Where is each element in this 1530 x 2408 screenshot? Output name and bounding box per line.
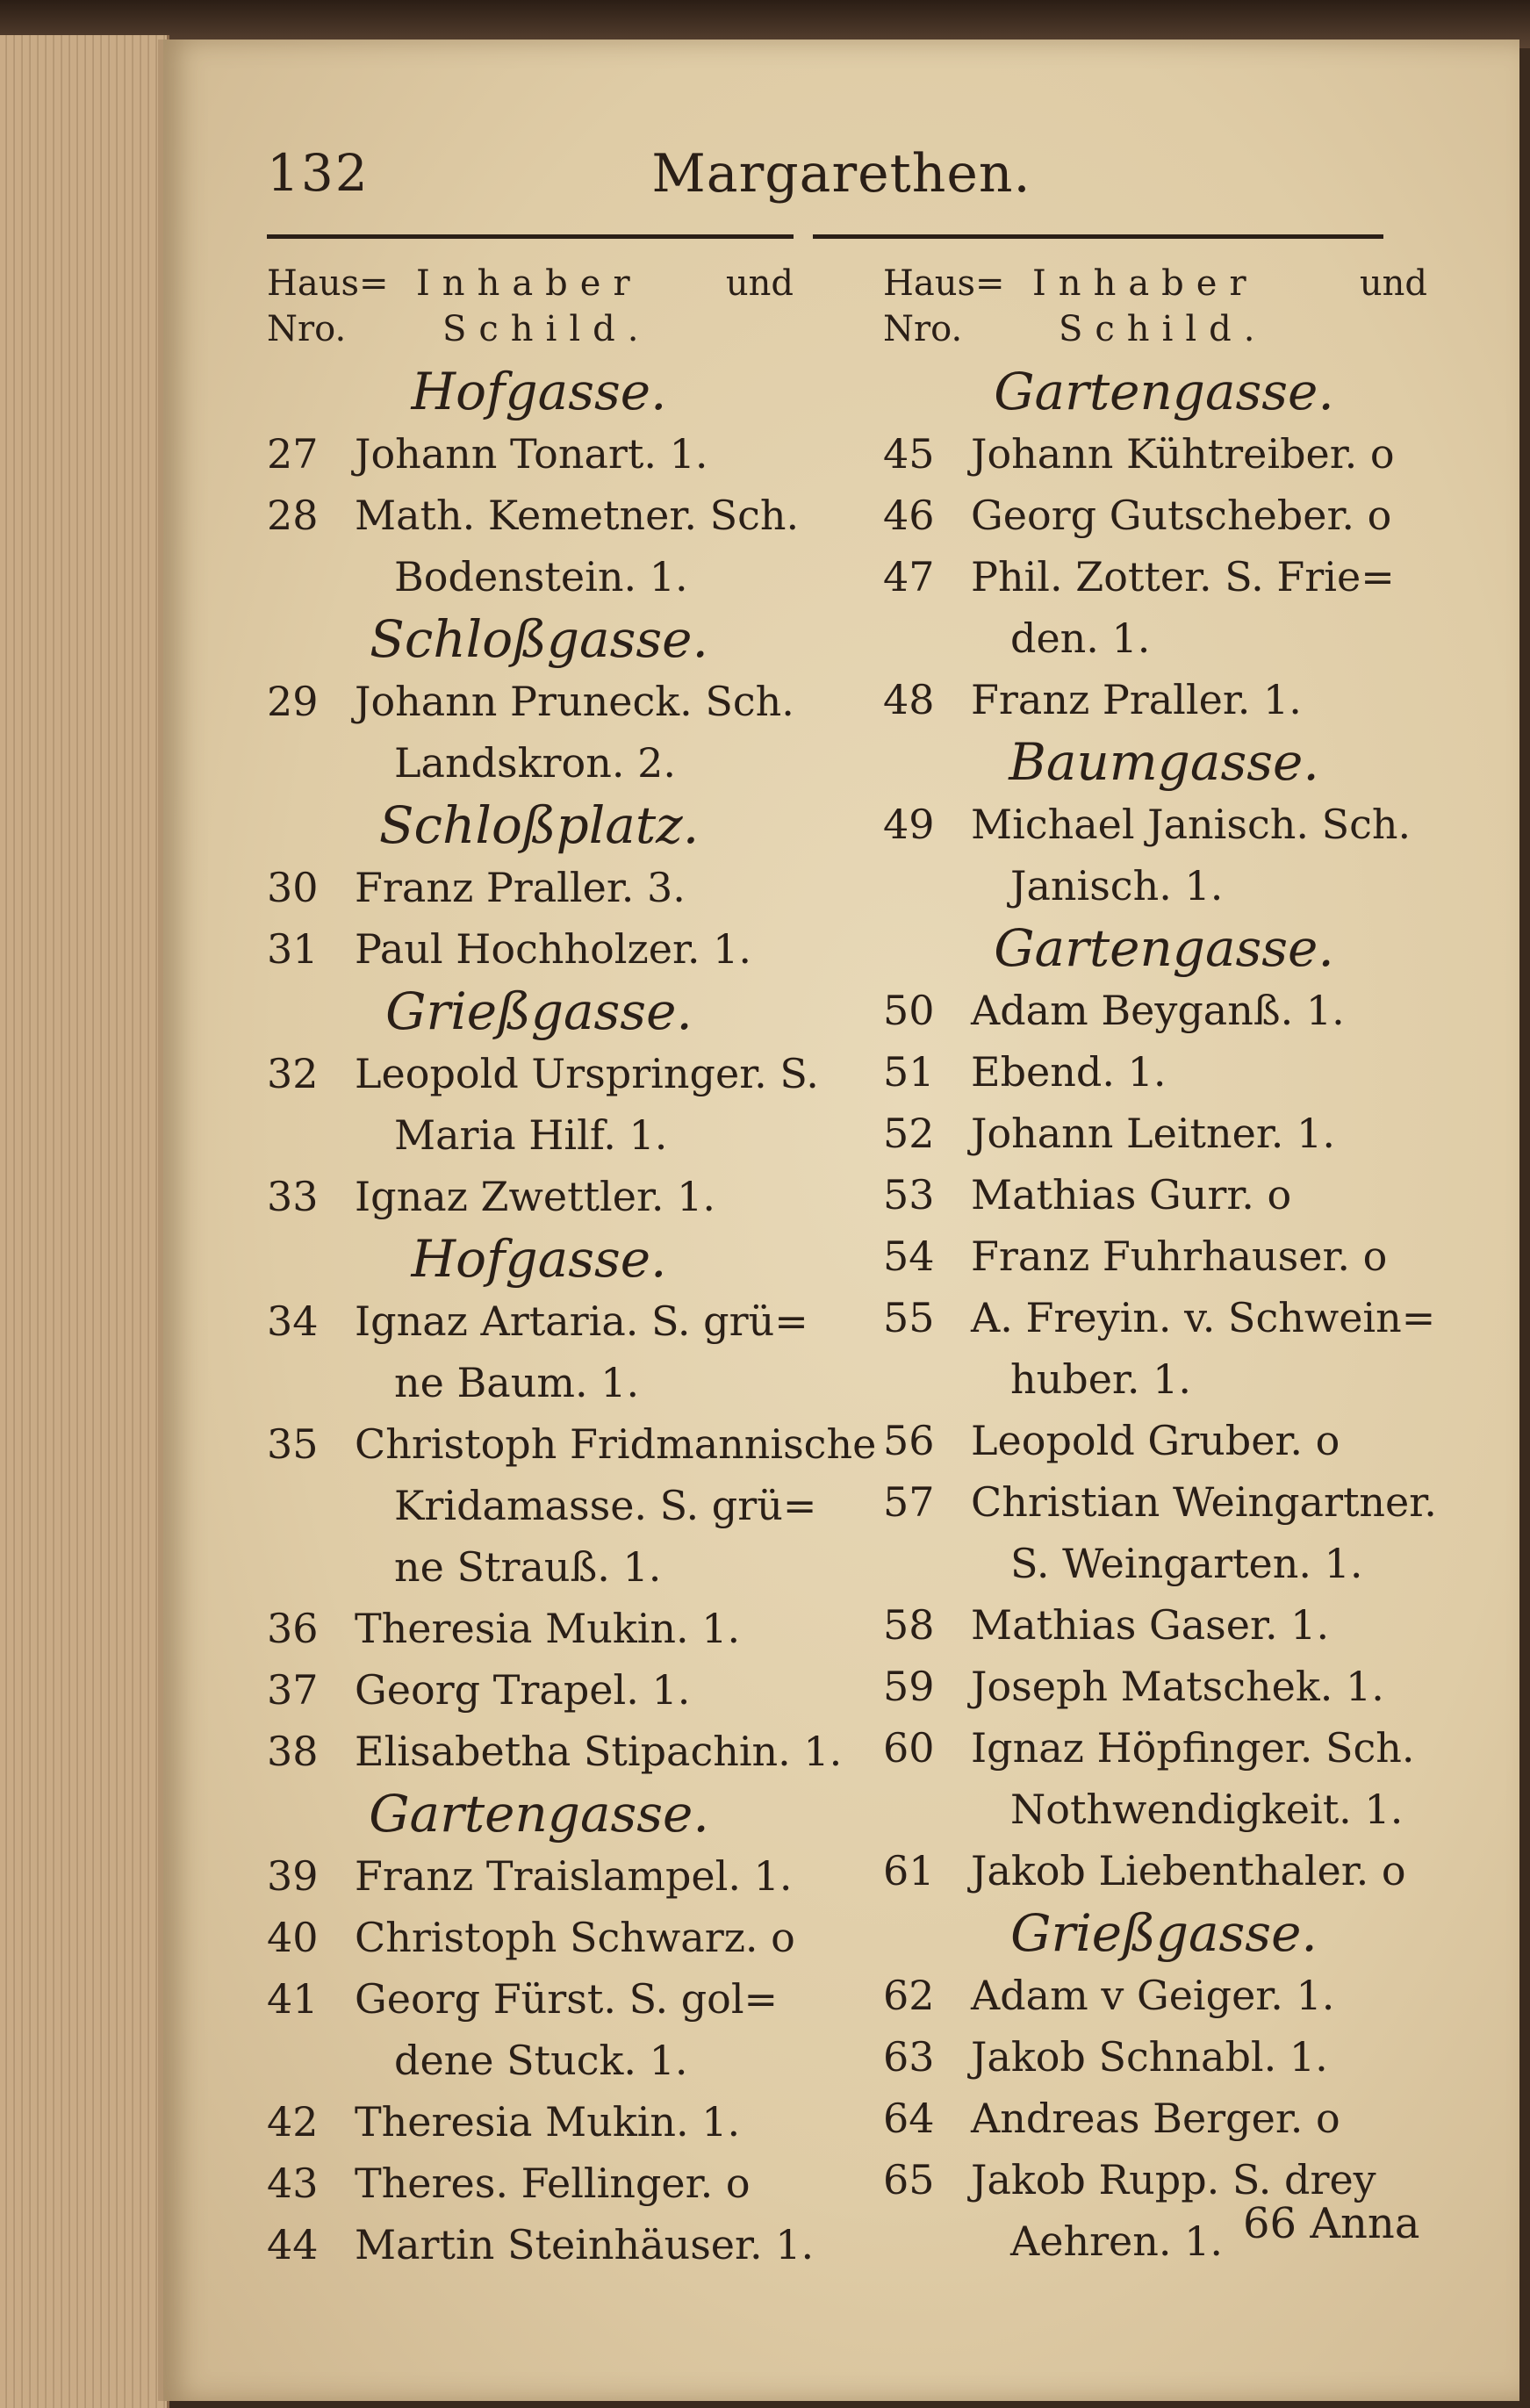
entry-continuation <box>883 607 1445 669</box>
house-entry <box>267 1721 843 1782</box>
owner-text: Georg Fürst. S. gol= <box>355 1975 779 2023</box>
owner-text: dene Stuck. 1. <box>394 2037 688 2084</box>
owner-text: Johann Tonart. 1. <box>355 430 708 478</box>
house-entry <box>267 1043 819 1104</box>
house-entry <box>267 1598 811 1659</box>
owner-text: Math. Kemetner. Sch. <box>355 492 800 539</box>
house-number: 63 <box>883 2033 935 2081</box>
left-column <box>267 263 877 2275</box>
house-entry <box>883 1410 1445 1471</box>
owner-text: Theresia Mukin. 1. <box>355 1605 741 1652</box>
street-heading: Schloßplatz. <box>378 795 700 855</box>
owner-text: Landskron. 2. <box>394 739 676 787</box>
house-entry <box>883 546 1445 607</box>
owner-text: den. 1. <box>1010 615 1151 662</box>
right-entries <box>883 360 1445 2272</box>
right-column <box>883 263 1445 2272</box>
house-entry <box>883 1103 1445 1164</box>
left-entries <box>267 360 877 2275</box>
house-entry <box>267 1845 811 1907</box>
house-entry <box>267 1166 811 1227</box>
house-entry <box>267 671 811 732</box>
street-heading: Baumgasse. <box>1009 732 1319 792</box>
house-number: 33 <box>267 1173 319 1220</box>
column-header-haus: Haus= <box>267 263 389 304</box>
owner-text: S. Weingarten. 1. <box>1010 1540 1363 1587</box>
house-number: 28 <box>267 492 319 539</box>
owner-text: A. Freyin. v. Schwein= <box>971 1294 1436 1341</box>
street-heading: Gartengasse. <box>994 362 1334 421</box>
house-entry <box>267 485 811 546</box>
owner-text: Bodenstein. 1. <box>394 553 688 600</box>
owner-text: Phil. Zotter. S. Frie= <box>971 553 1395 600</box>
entry-continuation <box>883 855 1445 916</box>
column-header-nro: Nro. <box>267 309 347 349</box>
house-entry <box>883 669 1445 730</box>
house-entry <box>883 2026 1445 2088</box>
owner-text: Jakob Liebenthaler. o <box>971 1847 1406 1894</box>
entry-continuation <box>267 1352 811 1413</box>
house-number: 61 <box>883 1847 935 1894</box>
street-heading: Schloßgasse. <box>370 609 708 669</box>
house-number: 35 <box>267 1420 319 1468</box>
house-entry <box>267 2091 811 2153</box>
owner-text: Michael Janisch. Sch. <box>971 801 1411 848</box>
house-number: 32 <box>267 1050 319 1097</box>
house-number: 54 <box>883 1233 935 1280</box>
owner-text: Ebend. 1. <box>971 1048 1167 1096</box>
owner-text: Johann Pruneck. Sch. <box>355 678 794 725</box>
entry-continuation <box>267 1475 817 1536</box>
owner-text: Adam v Geiger. 1. <box>971 1972 1335 2019</box>
house-entry <box>883 485 1445 546</box>
house-entry <box>883 2088 1445 2149</box>
owner-text: Aehren. 1. <box>1010 2218 1224 2265</box>
house-number: 56 <box>883 1417 935 1464</box>
house-number: 39 <box>267 1852 319 1900</box>
book-page <box>158 40 1519 2401</box>
column-header-right <box>883 263 1445 360</box>
house-entry <box>267 1907 811 1968</box>
house-number: 48 <box>883 676 935 723</box>
house-entry <box>883 1226 1445 1287</box>
owner-text: Paul Hochholzer. 1. <box>355 925 752 973</box>
house-entry <box>267 2214 815 2275</box>
house-number: 44 <box>267 2221 319 2268</box>
entry-continuation <box>883 1533 1445 1594</box>
owner-text: huber. 1. <box>1010 1355 1191 1403</box>
house-number: 30 <box>267 864 319 911</box>
header-rule-left <box>267 234 794 239</box>
house-entry <box>883 1164 1445 1226</box>
owner-text: Mathias Gurr. o <box>971 1171 1292 1218</box>
house-entry <box>883 1471 1445 1533</box>
entry-continuation <box>267 1536 811 1598</box>
street-heading: Hofgasse. <box>411 362 667 421</box>
house-entry <box>883 1840 1445 1901</box>
house-number: 29 <box>267 678 319 725</box>
house-number: 46 <box>883 492 935 539</box>
house-entry <box>267 2153 811 2214</box>
owner-text: Leopold Gruber. o <box>971 1417 1340 1464</box>
owner-text: Ignaz Artaria. S. grü= <box>355 1297 808 1345</box>
house-entry <box>883 1287 1445 1348</box>
catchword: 66 Anna <box>1243 2199 1420 2248</box>
house-number: 31 <box>267 925 319 973</box>
running-head: Margarethen. <box>651 143 1031 205</box>
header-rule-right <box>813 234 1383 239</box>
column-header-left <box>267 263 811 360</box>
street-heading: Gartengasse. <box>369 1784 709 1844</box>
house-number: 42 <box>267 2098 319 2146</box>
house-entry <box>883 1965 1445 2026</box>
owner-text: Christoph Schwarz. o <box>355 1914 795 1961</box>
house-number: 58 <box>883 1601 935 1649</box>
owner-text: ne Strauß. 1. <box>394 1543 662 1591</box>
column-header-haus: Haus= <box>883 263 1005 304</box>
house-number: 64 <box>883 2095 935 2142</box>
owner-text: Nothwendigkeit. 1. <box>1010 1786 1404 1833</box>
house-entry <box>267 918 811 980</box>
column-header-schild: Schild. <box>1059 309 1268 349</box>
house-number: 57 <box>883 1478 935 1526</box>
owner-text: Jakob Schnabl. 1. <box>971 2033 1328 2081</box>
house-number: 47 <box>883 553 935 600</box>
column-header-und: und <box>725 263 794 304</box>
house-entry <box>267 423 811 485</box>
owner-text: Martin Steinhäuser. 1. <box>355 2221 815 2268</box>
house-number: 43 <box>267 2160 319 2207</box>
page-stack-edge <box>0 35 169 2408</box>
page-number: 132 <box>267 143 370 203</box>
column-header-und: und <box>1359 263 1427 304</box>
entry-continuation <box>267 1104 811 1166</box>
house-number: 59 <box>883 1663 935 1710</box>
owner-text: Franz Traislampel. 1. <box>355 1852 793 1900</box>
owner-text: Johann Kühtreiber. o <box>971 430 1395 478</box>
house-number: 40 <box>267 1914 319 1961</box>
owner-text: Jakob Rupp. S. drey <box>971 2156 1376 2203</box>
house-number: 62 <box>883 1972 935 2019</box>
column-header-inhaber: Inhaber <box>416 263 643 304</box>
entry-continuation <box>267 546 811 607</box>
house-entry <box>883 1656 1445 1717</box>
house-number: 36 <box>267 1605 319 1652</box>
street-heading: Grießgasse. <box>1010 1903 1318 1963</box>
owner-text: Adam Beyganß. 1. <box>971 987 1345 1034</box>
owner-text: Andreas Berger. o <box>971 2095 1340 2142</box>
house-number: 38 <box>267 1728 319 1775</box>
house-number: 37 <box>267 1666 319 1714</box>
house-number: 49 <box>883 801 935 848</box>
street-heading: Gartengasse. <box>994 918 1334 978</box>
house-entry <box>883 980 1445 1041</box>
column-header-nro: Nro. <box>883 309 963 349</box>
column-header-inhaber: Inhaber <box>1032 263 1259 304</box>
entry-continuation <box>267 732 811 794</box>
owner-text: Joseph Matschek. 1. <box>971 1663 1384 1710</box>
house-entry <box>883 423 1445 485</box>
house-number: 50 <box>883 987 935 1034</box>
house-number: 41 <box>267 1975 319 2023</box>
owner-text: Georg Trapel. 1. <box>355 1666 691 1714</box>
owner-text: Janisch. 1. <box>1010 862 1224 909</box>
owner-text: Theres. Fellinger. o <box>355 2160 751 2207</box>
house-number: 51 <box>883 1048 935 1096</box>
house-number: 53 <box>883 1171 935 1218</box>
owner-text: Kridamasse. S. grü= <box>394 1482 817 1529</box>
house-entry <box>267 1413 877 1475</box>
house-entry <box>267 1968 811 2030</box>
street-heading: Grießgasse. <box>385 981 693 1041</box>
owner-text: Franz Praller. 1. <box>971 676 1302 723</box>
house-entry <box>267 1290 811 1352</box>
house-entry <box>883 1717 1445 1779</box>
house-number: 52 <box>883 1110 935 1157</box>
entry-continuation <box>883 1348 1445 1410</box>
house-number: 60 <box>883 1724 935 1772</box>
house-number: 45 <box>883 430 935 478</box>
owner-text: Franz Fuhrhauser. o <box>971 1233 1388 1280</box>
house-number: 34 <box>267 1297 319 1345</box>
owner-text: Maria Hilf. 1. <box>394 1111 668 1159</box>
house-entry <box>883 794 1445 855</box>
house-number: 65 <box>883 2156 935 2203</box>
house-number: 55 <box>883 1294 935 1341</box>
owner-text: Elisabetha Stipachin. 1. <box>355 1728 843 1775</box>
entry-continuation <box>267 2030 811 2091</box>
house-entry <box>267 857 811 918</box>
owner-text: Franz Praller. 3. <box>355 864 686 911</box>
owner-text: Johann Leitner. 1. <box>971 1110 1335 1157</box>
owner-text: Christoph Fridmannische <box>355 1420 877 1468</box>
owner-text: Christian Weingartner. <box>971 1478 1437 1526</box>
column-header-schild: Schild. <box>442 309 651 349</box>
street-heading: Hofgasse. <box>411 1229 667 1289</box>
house-number: 27 <box>267 430 319 478</box>
owner-text: Leopold Urspringer. S. <box>355 1050 819 1097</box>
owner-text: ne Baum. 1. <box>394 1359 640 1406</box>
owner-text: Georg Gutscheber. o <box>971 492 1392 539</box>
owner-text: Mathias Gaser. 1. <box>971 1601 1330 1649</box>
entry-continuation <box>883 1779 1445 1840</box>
house-entry <box>883 1041 1445 1103</box>
owner-text: Ignaz Zwettler. 1. <box>355 1173 716 1220</box>
house-entry <box>267 1659 811 1721</box>
owner-text: Theresia Mukin. 1. <box>355 2098 741 2146</box>
owner-text: Ignaz Höpfinger. Sch. <box>971 1724 1415 1772</box>
house-entry <box>883 1594 1445 1656</box>
